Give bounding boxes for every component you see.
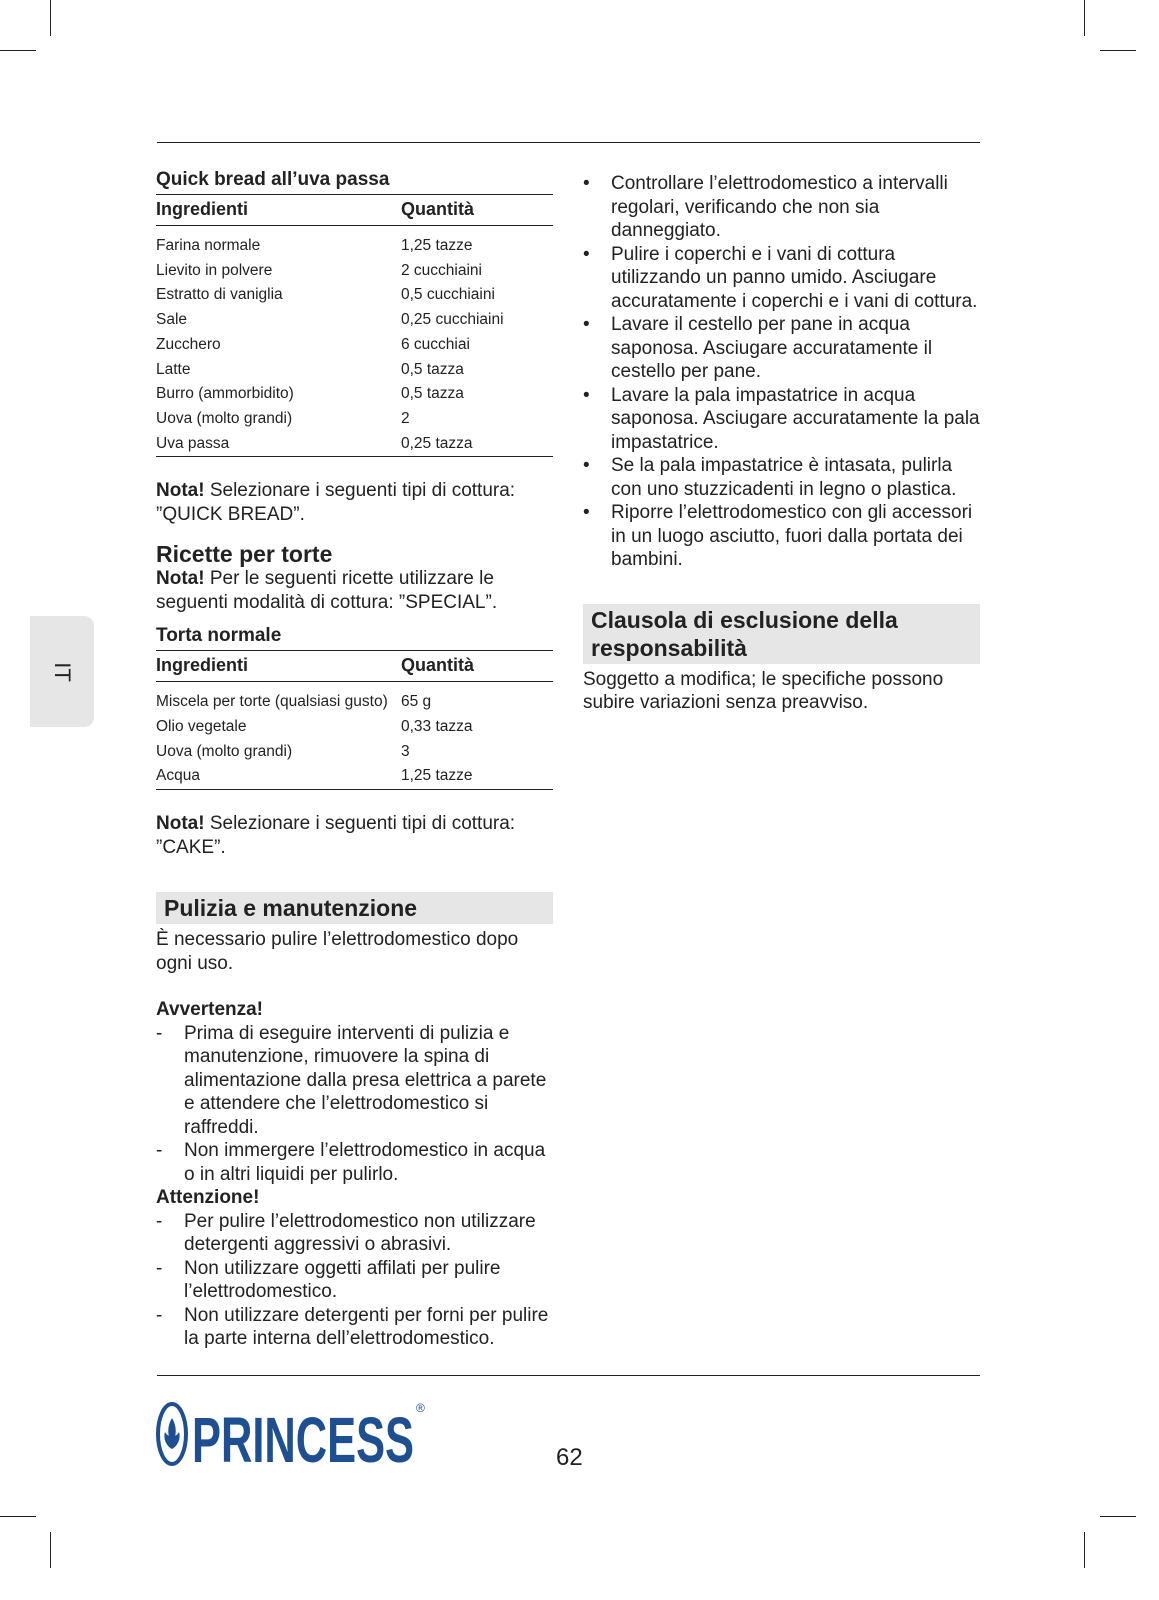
bullet-marker: • [583,455,590,476]
ingredient-cell: Farina normale [156,237,261,254]
table1-body [156,226,553,457]
table2-header [156,651,553,682]
table1-title: Quick bread all’uva passa [156,168,553,195]
ingredient-cell: Latte [156,360,191,378]
dash-marker: - [156,1304,163,1326]
quantity-cell: 3 [401,742,410,760]
list-item [583,454,980,501]
table-row [156,690,553,715]
note-label: Nota! [156,813,205,835]
note-text: Per le seguenti ricette utilizzare le seguenti modalità di cottura: ”SPECIAL”. [156,568,498,613]
ingredient-cell: Acqua [156,767,200,785]
note-text: Selezionare i seguenti tipi di cottura: ”CAKE”. [156,813,516,858]
list-item-text: Non immergere l’elettrodomestico in acqua o in altri liquidi per pulirlo. [184,1140,546,1185]
quantity-cell: 0,33 tazza [401,718,473,736]
dash-marker: - [156,1140,163,1162]
ingredient-cell: Uova (molto grandi) [156,742,293,760]
table1-col-ingredients: Ingredienti [156,199,249,219]
cleaning-heading: Pulizia e manutenzione [156,892,553,924]
crop-mark [1084,0,1085,36]
list-item-text: Pulire i coperchi e i vani di cottura utilizzando un panno umido. Asciugare accuratamente i coperchi e i vani di cottura. [611,243,978,312]
bullet-marker: • [583,173,590,194]
table-row [156,432,553,457]
note-quick-bread [156,479,553,526]
table-row [156,308,553,333]
list-item [583,172,980,243]
table-row [156,234,553,259]
language-tab [30,616,94,727]
table-row [156,283,553,308]
language-tab-label: IT [50,661,75,682]
list-item-text: Lavare il cestello per pane in acqua saponosa. Asciugare accuratamente il cestello per pane. [611,314,933,382]
bullet-marker: • [583,384,590,406]
ingredient-cell: Sale [156,311,188,329]
dash-marker: - [156,1257,163,1279]
quantity-cell: 65 g [401,693,432,711]
page-number: 62 [556,1444,583,1471]
list-item [156,1304,553,1351]
table2-title: Torta normale [156,624,553,651]
crop-mark [1084,1532,1085,1568]
bullet-marker: • [583,502,590,523]
quantity-cell: 2 [401,409,410,427]
quantity-cell: 0,25 tazza [401,434,473,452]
crop-mark [0,1516,36,1517]
list-item [156,1257,553,1304]
note-cakes [156,567,553,614]
table-row [156,333,553,358]
table-row [156,259,553,284]
quantity-cell: 0,5 tazza [401,360,464,378]
list-item [583,384,980,455]
ingredient-cell: Zucchero [156,335,221,353]
warning-label: Avvertenza! [156,999,264,1021]
list-item-text: Non utilizzare oggetti affilati per pulire l’elettrodomestico. [184,1257,501,1303]
list-item-text: Lavare la pala impastatrice in acqua saponosa. Asciugare accuratamente la pala impastatrice. [611,384,980,453]
quantity-cell: 0,5 tazza [401,385,464,403]
list-item [583,313,980,384]
ingredient-cell: Burro (ammorbidito) [156,385,294,403]
table-row [156,740,553,765]
table1-col-quantity: Quantità [401,199,475,219]
logo-crest-icon [164,1418,179,1449]
right-column [583,172,980,715]
list-item [583,501,980,572]
note-label: Nota! [156,568,205,590]
list-item-text: Prima di eseguire interventi di pulizia e manutenzione, rimuovere la spina di alimentazione dalla presa elettrica a parete e attendere che l’elettrodomestico si raffreddi. [184,1022,547,1138]
quantity-cell: 1,25 tazze [401,237,473,254]
table2-col-quantity: Quantità [401,655,475,676]
bottom-rule [157,1375,980,1376]
table-row [156,715,553,740]
table-row [156,764,553,789]
logo-registered-mark: ® [416,1401,425,1415]
crop-mark [50,1532,51,1568]
list-item-text: Riporre l’elettrodomestico con gli accessori in un luogo asciutto, fuori dalla portata dei bambini. [611,502,973,570]
table-row [156,382,553,407]
quantity-cell: 0,5 cucchiaini [401,286,495,304]
bullet-marker: • [583,314,590,335]
note-cake [156,812,553,859]
list-item-text: Non utilizzare detergenti per forni per pulire la parte interna dell’elettrodomestico. [184,1304,549,1350]
crop-mark [50,0,51,36]
quantity-cell: 2 cucchiaini [401,261,482,279]
caution-label: Attenzione! [156,1187,260,1209]
princess-logo [156,1396,428,1468]
list-item-text: Se la pala impastatrice è intasata, pulirla con uno stuzzicadenti in legno o plastica. [611,455,957,500]
table2-col-ingredients: Ingredienti [156,655,249,676]
quantity-cell: 6 cucchiai [401,335,470,353]
crop-mark [1100,1516,1136,1517]
ingredient-cell: Miscela per torte (qualsiasi gusto) [156,693,388,711]
list-item [156,1210,553,1257]
top-rule [157,142,980,143]
crop-mark [0,50,36,51]
list-item-text: Per pulire l’elettrodomestico non utilizzare detergenti aggressivi o abrasivi. [184,1210,536,1256]
disclaimer-heading: Clausola di esclusione della responsabilità [583,604,980,664]
ingredient-cell: Lievito in polvere [156,261,273,279]
cakes-heading: Ricette per torte [156,541,333,568]
ingredient-cell: Estratto di vaniglia [156,286,283,304]
table1-header [156,195,553,226]
note-label: Nota! [156,480,205,502]
cleaning-intro: È necessario pulire l’elettrodomestico dopo ogni uso. [156,929,519,974]
table-row [156,358,553,383]
table-row [156,407,553,432]
ingredient-cell: Uova (molto grandi) [156,409,293,427]
note-text: Selezionare i seguenti tipi di cottura: ”QUICK BREAD”. [156,480,516,525]
dash-marker: - [156,1022,163,1044]
quantity-cell: 1,25 tazze [401,767,473,785]
ingredient-cell: Uva passa [156,434,230,452]
list-item [156,1139,553,1186]
disclaimer-text: Soggetto a modifica; le specifiche possono subire variazioni senza preavviso. [583,668,944,713]
bullet-marker: • [583,243,590,265]
ingredient-cell: Olio vegetale [156,718,247,736]
list-item [156,1022,553,1140]
table2-body [156,682,553,790]
logo-wordmark: PRINCESS [192,1404,414,1468]
quantity-cell: 0,25 cucchiaini [401,311,504,329]
dash-marker: - [156,1210,163,1232]
left-column [156,168,553,1351]
list-item-text: Controllare l’elettrodomestico a intervalli regolari, verificando che non sia danneggiato. [611,173,948,241]
list-item [583,243,980,314]
crop-mark [1100,50,1136,51]
